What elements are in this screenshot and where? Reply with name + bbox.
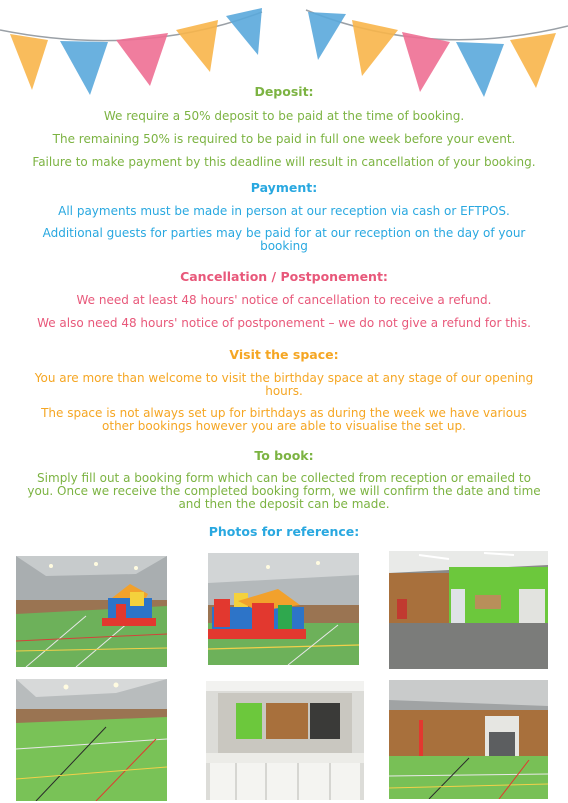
bouncy-castle-close-photo [208, 553, 359, 665]
green-wall-room-photo [389, 551, 548, 669]
to-book-heading: To book: [254, 448, 314, 463]
payment-heading: Payment: [250, 180, 318, 195]
deposit-line-3: Failure to make payment by this deadline will result in cancellation of your booking. [32, 155, 536, 169]
payment-line-1: All payments must be made in person at our reception via cash or EFTPOS. [58, 204, 510, 218]
deposit-line-2: The remaining 50% is required to be paid in full one week before your event. [52, 132, 516, 146]
hall-bouncy-castle-wide-photo [16, 556, 167, 667]
cancellation-heading: Cancellation / Postponement: [180, 269, 388, 284]
deposit-heading: Deposit: [254, 84, 314, 99]
photos-heading: Photos for reference: [208, 524, 360, 539]
visit-heading: Visit the space: [229, 347, 339, 362]
hall-end-doors-photo [389, 680, 548, 799]
cancellation-line-2: We also need 48 hours' notice of postponement – we do not give a refund for this. [37, 316, 531, 330]
kitchen-servery-photo [206, 681, 364, 800]
visit-line-2: The space is not always set up for birthdays as during the week we have various other bookings however you are able to visualise the set up. [41, 406, 527, 433]
to-book-text: Simply fill out a booking form which can be collected from reception or emailed to you. Once we receive the completed booking form, we will confirm the date and time and then the deposit can be made. [27, 471, 541, 511]
payment-line-2: Additional guests for parties may be paid for at our reception on the day of your booking [42, 226, 526, 253]
cancellation-line-1: We need at least 48 hours' notice of cancellation to receive a refund. [76, 293, 492, 307]
visit-line-1: You are more than welcome to visit the birthday space at any stage of our opening hours. [34, 371, 534, 398]
booking-info [0, 84, 568, 539]
deposit-line-1: We require a 50% deposit to be paid at the time of booking. [103, 109, 465, 123]
empty-hall-photo [16, 679, 167, 801]
